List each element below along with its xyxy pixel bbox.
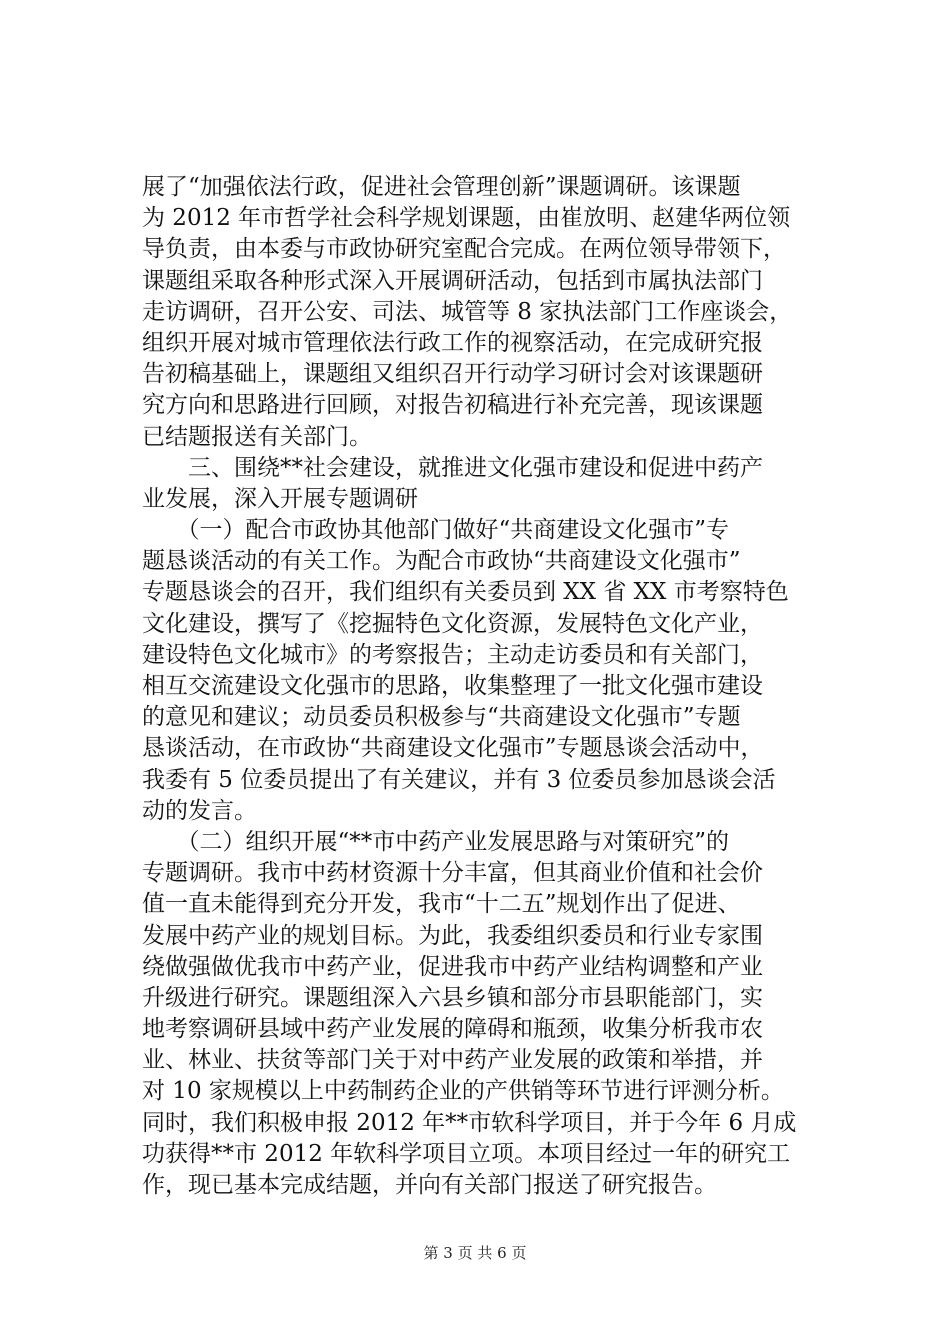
text-line: 展了“加强依法行政，促进社会管理创新”课题调研。该课题 [142,174,741,200]
text-line: 同时，我们积极申报 2012 年**市软科学项目，并于今年 6 月成 [142,1109,797,1136]
text-line: 对 10 家规模以上中药制药企业的产供销等环节进行评测分析。 [142,1078,784,1105]
text-line: （一）配合市政协其他部门做好“共商建设文化强市”专 [142,517,730,544]
text-line: 发展中药产业的规划目标。为此，我委组织委员和行业专家围 [142,922,763,949]
text-line: 究方向和思路进行回顾，对报告初稿进行补充完善，现该课题 [142,392,763,419]
text-line: 专题调研。我市中药材资源十分丰富，但其商业价值和社会价 [142,860,763,887]
text-line: 恳谈活动，在市政协“共商建设文化强市”专题恳谈会活动中， [142,735,764,762]
text-line: 业、林业、扶贫等部门关于对中药产业发展的政策和举措，并 [142,1047,763,1074]
text-line: 建设特色文化城市》的考察报告；主动走访委员和有关部门， [142,641,763,668]
text-line: 组织开展对城市管理依法行政工作的视察活动，在完成研究报 [142,329,763,356]
text-line: 的意见和建议；动员委员积极参与“共商建设文化强市”专题 [142,704,741,731]
text-line: 导负责，由本委与市政协研究室配合完成。在两位领导带领下， [142,236,786,263]
text-line: 相互交流建设文化强市的思路，收集整理了一批文化强市建设 [142,673,763,699]
text-line: 题恳谈活动的有关工作。为配合市政协“共商建设文化强市” [142,548,741,575]
text-line: 业发展，深入开展专题调研 [142,485,418,512]
page-footer: 第 3 页 共 6 页 [423,1244,527,1262]
text-line: 动的发言。 [142,797,257,824]
text-line: 功获得**市 2012 年软科学项目立项。本项目经过一年的研究工 [142,1140,791,1167]
text-line: 走访调研，召开公安、司法、城管等 8 家执法部门工作座谈会， [142,298,793,325]
text-line: 我委有 5 位委员提出了有关建议，并有 3 位委员参加恳谈会活 [142,766,776,793]
text-line: 为 2012 年市哲学社会科学规划课题，由崔放明、赵建华两位领 [142,205,791,232]
text-line: （二）组织开展“**市中药产业发展思路与对策研究”的 [142,828,730,855]
text-line: 三、围绕**社会建设，就推进文化强市建设和促进中药产 [142,454,763,481]
text-line: 地考察调研县域中药产业发展的障碍和瓶颈，收集分析我市农 [142,1016,763,1043]
text-line: 告初稿基础上，课题组又组织召开行动学习研讨会对该课题研 [142,361,763,388]
text-line: 专题恳谈会的召开，我们组织有关委员到 XX 省 XX 市考察特色 [142,579,789,606]
text-line: 课题组采取各种形式深入开展调研活动，包括到市属执法部门 [142,267,763,294]
document-body [142,172,832,1201]
text-line: 绕做强做优我市中药产业，促进我市中药产业结构调整和产业 [142,953,763,980]
text-line: 升级进行研究。课题组深入六县乡镇和部分市县职能部门，实 [142,984,763,1011]
text-line: 文化建设，撰写了《挖掘特色文化资源，发展特色文化产业， [142,610,763,637]
text-line: 值一直未能得到充分开发，我市“十二五”规划作出了促进、 [142,891,741,918]
text-line: 作，现已基本完成结题，并向有关部门报送了研究报告。 [142,1172,717,1198]
text-line: 已结题报送有关部门。 [142,423,372,450]
